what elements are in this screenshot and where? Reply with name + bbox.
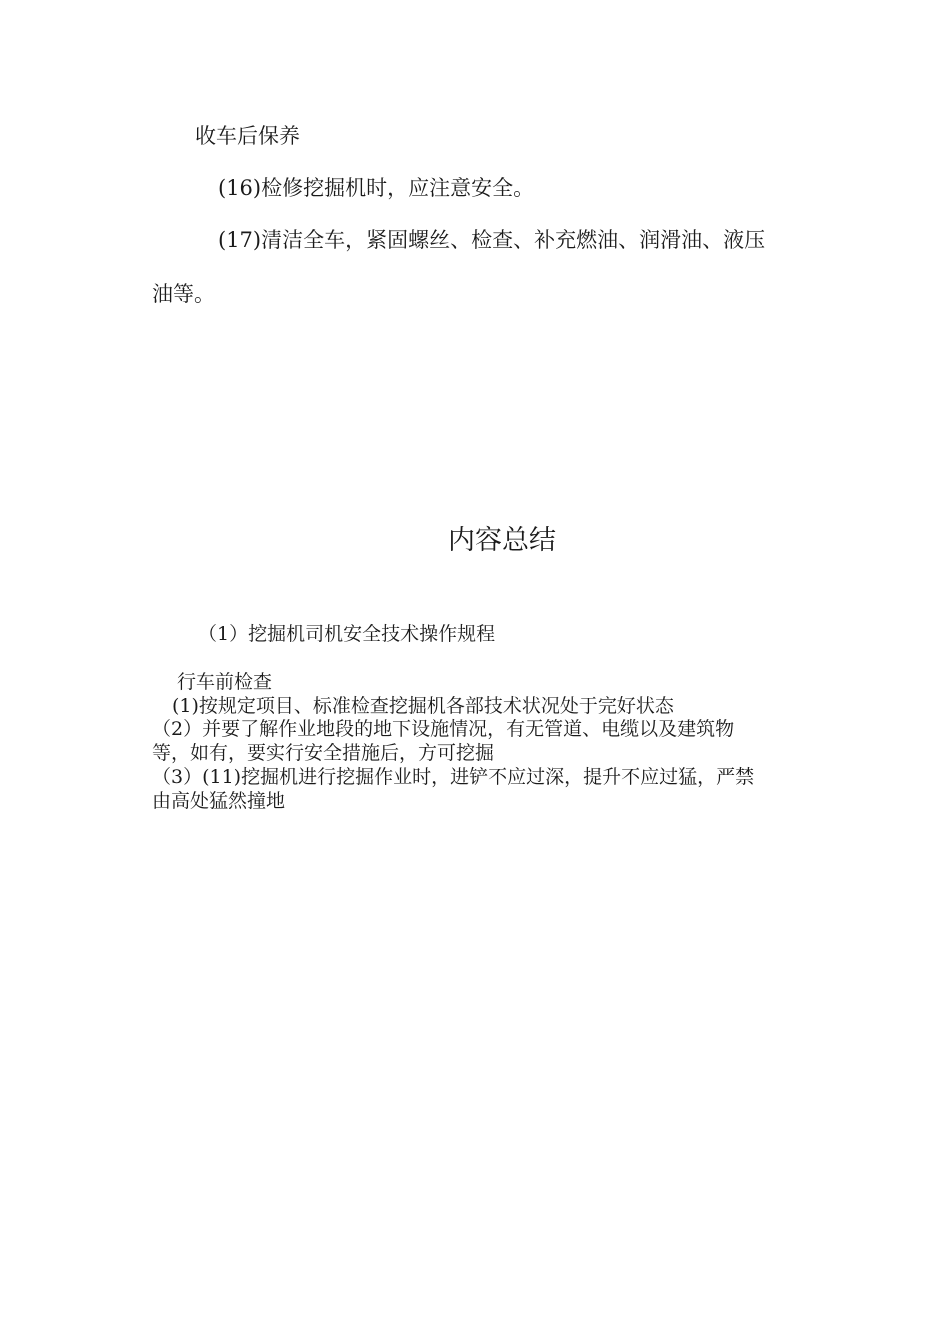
summary-item-1: (1)按规定项目、标准检查挖掘机各部技术状况处于完好状态 xyxy=(172,695,674,717)
item-17-line-2: 油等。 xyxy=(152,282,215,306)
item-17-line-1: (17)清洁全车，紧固螺丝、检查、补充燃油、润滑油、液压 xyxy=(218,228,766,252)
item-16: (16)检修挖掘机时，应注意安全。 xyxy=(218,176,535,200)
summary-item-3-line-1: （3）(11)挖掘机进行挖掘作业时，进铲不应过深，提升不应过猛，严禁 xyxy=(152,766,755,788)
summary-item-3-line-2: 由高处猛然撞地 xyxy=(152,790,286,812)
summary-item-2-line-2: 等，如有，要实行安全措施后，方可挖掘 xyxy=(152,742,495,764)
summary-item-2-line-1: （2）并要了解作业地段的地下设施情况，有无管道、电缆以及建筑物 xyxy=(152,718,735,740)
summary-title: 内容总结 xyxy=(448,525,556,556)
pre-check-heading: 行车前检查 xyxy=(177,671,273,693)
summary-point-1: （1）挖掘机司机安全技术操作规程 xyxy=(198,623,496,645)
maintenance-heading: 收车后保养 xyxy=(195,124,300,148)
